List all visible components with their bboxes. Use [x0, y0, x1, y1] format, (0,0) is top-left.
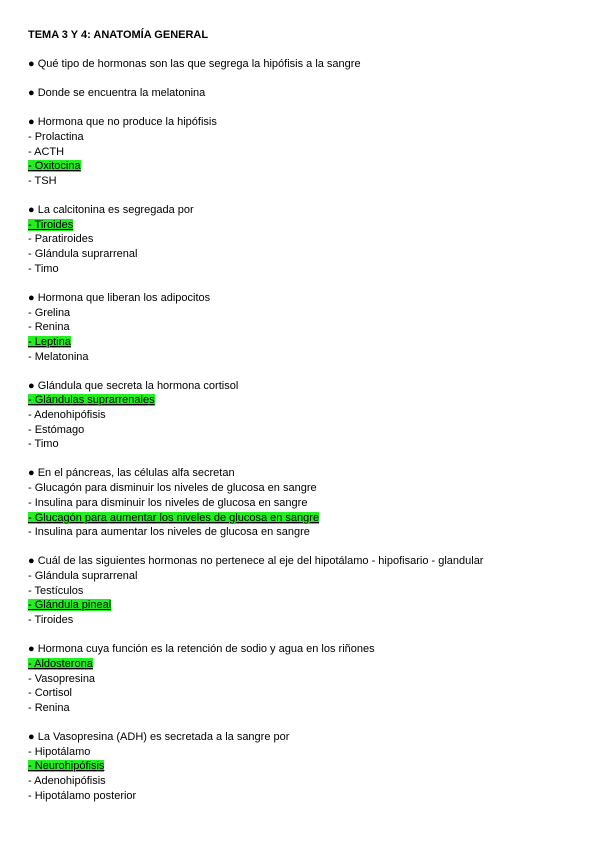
answer-option-text: - Tiroides [28, 614, 74, 627]
question-block [28, 379, 588, 452]
answer-option [28, 174, 588, 189]
question-block [28, 57, 588, 72]
correct-answer-option [28, 657, 588, 672]
answer-option [28, 672, 588, 687]
answer-option-text: - Cortisol [28, 687, 73, 700]
answer-option [28, 232, 588, 247]
answer-option-text: - Estómago [28, 423, 85, 436]
question-text: ● La calcitonina es segregada por [28, 203, 194, 216]
answer-option-text: - Adenohipófisis [28, 409, 106, 422]
answer-option [28, 350, 588, 365]
answer-option-text: - Hipotálamo posterior [28, 789, 137, 802]
answer-option [28, 613, 588, 628]
answer-option-text: - Prolactina [28, 130, 84, 143]
question-text: ● La Vasopresina (ADH) es secretada a la sangre por [28, 730, 290, 743]
answer-option [28, 496, 588, 511]
answer-option-text: - Timo [28, 262, 59, 275]
answer-option [28, 584, 588, 599]
question-block [28, 730, 588, 803]
question-text: ● Cuál de las siguientes hormonas no pertenece al eje del hipotálamo - hipofisario - glandular [28, 555, 484, 568]
answer-option-text: - Vasopresina [28, 672, 96, 685]
document-title: TEMA 3 Y 4: ANATOMÍA GENERAL [28, 29, 209, 41]
question-text: ● Hormona cuya función es la retención de sodio y agua en los riñones [28, 643, 375, 656]
answer-option-text: - Tiroides [28, 218, 74, 231]
correct-answer-option [28, 335, 588, 350]
answer-option-text: - Glucagón para aumentar los niveles de glucosa en sangre [28, 511, 320, 524]
answer-option-text: - Paratiroides [28, 233, 94, 246]
answer-option-text: - ACTH [28, 145, 65, 158]
answer-option [28, 320, 588, 335]
question-block [28, 203, 588, 276]
answer-option-text: - Glándulas suprarrenales [28, 394, 155, 407]
question-text: ● En el páncreas, las células alfa secretan [28, 467, 235, 480]
correct-answer-option [28, 218, 588, 233]
answer-option [28, 262, 588, 277]
question-text: ● Hormona que no produce la hipófisis [28, 116, 217, 129]
answer-option [28, 145, 588, 160]
answer-option-text: - TSH [28, 174, 57, 187]
answer-option [28, 701, 588, 716]
answer-option [28, 306, 588, 321]
question-block [28, 86, 588, 101]
answer-option-text: - Melatonina [28, 350, 89, 363]
answer-option-text: - Glándula pineal [28, 599, 112, 612]
answer-option [28, 745, 588, 760]
answer-option [28, 408, 588, 423]
answer-option [28, 247, 588, 262]
correct-answer-option [28, 159, 588, 174]
answer-option-text: - Hipotálamo [28, 745, 91, 758]
answer-option-text: - Neurohipófisis [28, 760, 105, 773]
answer-option-text: - Oxitocina [28, 160, 81, 173]
answer-option-text: - Testículos [28, 584, 84, 597]
question-block [28, 291, 588, 364]
question-list [28, 57, 588, 818]
answer-option-text: - Leptina [28, 335, 71, 348]
correct-answer-option [28, 393, 588, 408]
question-block [28, 642, 588, 715]
answer-option [28, 423, 588, 438]
correct-answer-option [28, 511, 588, 526]
answer-option [28, 774, 588, 789]
answer-option-text: - Glándula suprarrenal [28, 569, 138, 582]
answer-option [28, 481, 588, 496]
answer-option-text: - Grelina [28, 306, 71, 319]
answer-option-text: - Glucagón para disminuir los niveles de glucosa en sangre [28, 482, 317, 495]
answer-option [28, 789, 588, 804]
answer-option-text: - Aldosterona [28, 657, 93, 670]
answer-option-text: - Insulina para aumentar los niveles de glucosa en sangre [28, 526, 310, 539]
question-block [28, 115, 588, 188]
correct-answer-option [28, 598, 588, 613]
answer-option [28, 686, 588, 701]
question-block [28, 554, 588, 627]
correct-answer-option [28, 759, 588, 774]
question-text: ● Glándula que secreta la hormona cortisol [28, 379, 239, 392]
answer-option-text: - Renina [28, 321, 70, 334]
answer-option [28, 525, 588, 540]
question-text: ● Donde se encuentra la melatonina [28, 87, 206, 100]
answer-option [28, 437, 588, 452]
question-block [28, 466, 588, 539]
answer-option [28, 130, 588, 145]
answer-option-text: - Adenohipófisis [28, 775, 106, 788]
question-text: ● Hormona que liberan los adipocitos [28, 291, 211, 304]
question-text: ● Qué tipo de hormonas son las que segrega la hipófisis a la sangre [28, 58, 361, 70]
answer-option [28, 569, 588, 584]
answer-option-text: - Glándula suprarrenal [28, 248, 138, 261]
answer-option-text: - Insulina para disminuir los niveles de glucosa en sangre [28, 496, 308, 509]
answer-option-text: - Renina [28, 701, 70, 714]
answer-option-text: - Timo [28, 438, 59, 451]
